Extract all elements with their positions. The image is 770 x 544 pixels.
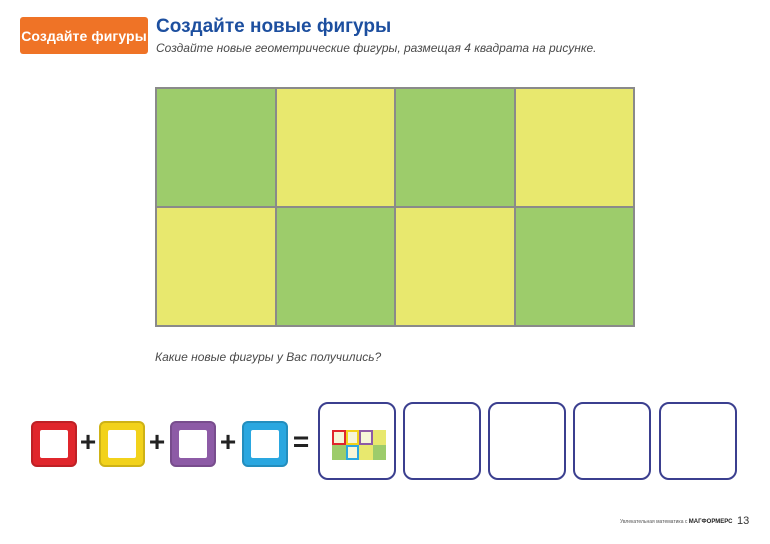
plus-sign: + (219, 426, 237, 457)
section-badge: Создайте фигуры (20, 17, 148, 54)
plus-sign: + (79, 426, 97, 457)
mini-grid-cell (373, 430, 387, 445)
answer-box-example (318, 402, 396, 480)
equals-sign: = (292, 426, 310, 457)
mini-square-piece (332, 430, 346, 445)
grid-cell-yellow[interactable] (156, 207, 276, 326)
mini-grid-cell (359, 445, 373, 460)
grid-cell-green[interactable] (276, 207, 396, 326)
answer-box[interactable] (573, 402, 651, 480)
mini-grid-cell (332, 445, 346, 460)
grid-cell-yellow[interactable] (276, 88, 396, 207)
square-grid-board (155, 87, 635, 327)
grid-cell-green[interactable] (515, 207, 635, 326)
answer-box[interactable] (659, 402, 737, 480)
mini-square-piece (346, 430, 360, 445)
footer-caption-text: Увлекательная математика с (620, 519, 688, 525)
grid-cell-green[interactable] (395, 88, 515, 207)
page-title: Создайте новые фигуры (156, 16, 392, 37)
page-subtitle: Создайте новые геометрические фигуры, размещая 4 квадрата на рисунке. (156, 41, 597, 55)
grid-cell-yellow[interactable] (395, 207, 515, 326)
footer-brand: МАГФОРМЕРС (688, 519, 733, 525)
grid-cell-green[interactable] (156, 88, 276, 207)
red-square-piece (31, 421, 77, 467)
grid-cell-yellow[interactable] (515, 88, 635, 207)
mini-square-piece (346, 445, 360, 460)
example-shape (332, 430, 386, 460)
mini-grid-cell (373, 445, 387, 460)
answer-box[interactable] (488, 402, 566, 480)
plus-sign: + (148, 426, 166, 457)
mini-square-piece (359, 430, 373, 445)
purple-square-piece (170, 421, 216, 467)
blue-square-piece (242, 421, 288, 467)
answer-box[interactable] (403, 402, 481, 480)
page-number: 13 (737, 515, 750, 527)
footer-caption (620, 519, 732, 525)
yellow-square-piece (99, 421, 145, 467)
question-text: Какие новые фигуры у Вас получились? (155, 350, 382, 364)
